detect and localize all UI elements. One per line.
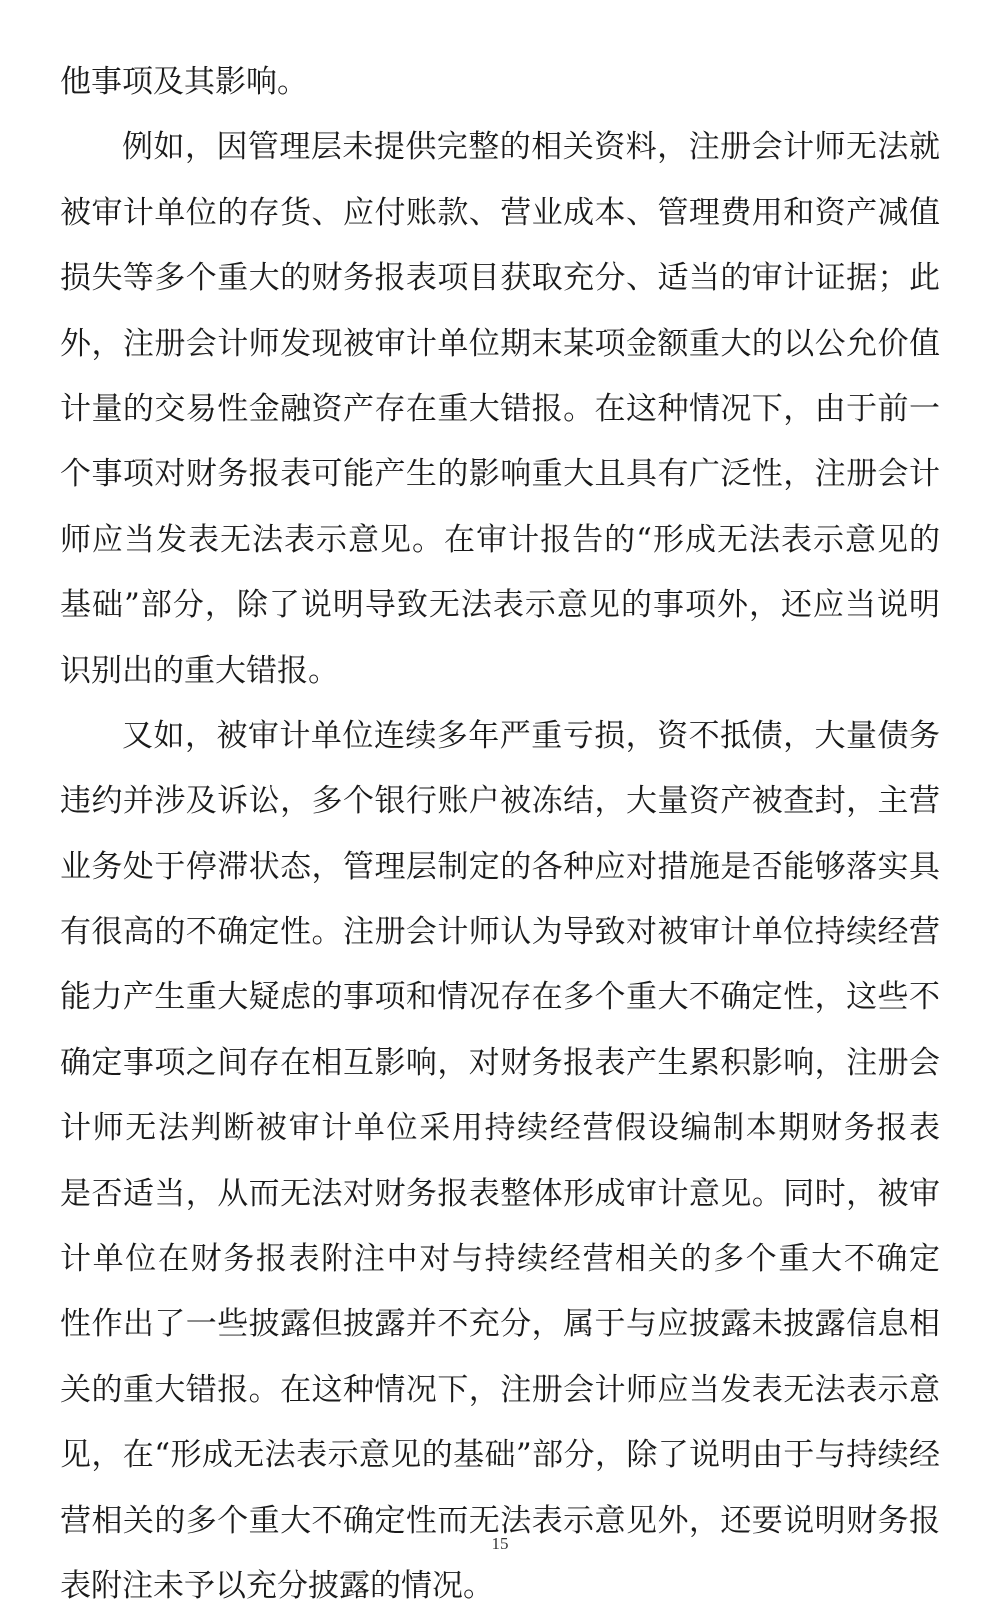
- paragraph-line: 能力产生重大疑虑的事项和情况存在多个重大不确定性，这些不: [60, 979, 940, 1016]
- paragraph-line: 是否适当，从而无法对财务报表整体形成审计意见。同时，被审: [60, 1175, 940, 1212]
- body-text: [60, 50, 940, 1619]
- paragraph-line: 识别出的重大错报。: [60, 652, 339, 689]
- paragraph-line: 确定事项之间存在相互影响，对财务报表产生累积影响，注册会: [60, 1044, 940, 1081]
- paragraph-line: 有很高的不确定性。注册会计师认为导致对被审计单位持续经营: [60, 914, 940, 951]
- paragraph-line: 师应当发表无法表示意见。在审计报告的“形成无法表示意见的: [60, 521, 940, 558]
- paragraph-line: 被审计单位的存货、应付账款、营业成本、管理费用和资产减值: [60, 194, 940, 231]
- paragraph-line: 外，注册会计师发现被审计单位期末某项金额重大的以公允价值: [60, 325, 940, 362]
- paragraph-line: 违约并涉及诉讼，多个银行账户被冻结，大量资产被查封，主营: [60, 783, 940, 820]
- paragraph-line: 基础”部分，除了说明导致无法表示意见的事项外，还应当说明: [60, 587, 940, 624]
- paragraph-line: 性作出了一些披露但披露并不充分，属于与应披露未披露信息相: [60, 1306, 940, 1343]
- paragraph-line: 损失等多个重大的财务报表项目获取充分、适当的审计证据；此: [60, 260, 940, 297]
- paragraph-line: 计单位在财务报表附注中对与持续经营相关的多个重大不确定: [60, 1241, 940, 1278]
- paragraph-line: 关的重大错报。在这种情况下，注册会计师应当发表无法表示意: [60, 1371, 940, 1408]
- paragraph-line: 业务处于停滞状态，管理层制定的各种应对措施是否能够落实具: [60, 848, 940, 885]
- paragraph-line: 个事项对财务报表可能产生的影响重大且具有广泛性，注册会计: [60, 456, 940, 493]
- page-number: 15: [491, 1534, 509, 1553]
- paragraph-line: 营相关的多个重大不确定性而无法表示意见外，还要说明财务报: [60, 1502, 940, 1539]
- paragraph-line: 计量的交易性金融资产存在重大错报。在这种情况下，由于前一: [60, 390, 940, 427]
- paragraph-line: 计师无法判断被审计单位采用持续经营假设编制本期财务报表: [60, 1110, 940, 1147]
- paragraph-line: 他事项及其影响。: [60, 64, 308, 100]
- paragraph-line: 又如，被审计单位连续多年严重亏损，资不抵债，大量债务: [122, 717, 940, 754]
- paragraph-line: 表附注未予以充分披露的情况。: [60, 1567, 494, 1604]
- paragraph-line: 例如，因管理层未提供完整的相关资料，注册会计师无法就: [122, 129, 940, 166]
- paragraph-line: 见，在“形成无法表示意见的基础”部分，除了说明由于与持续经: [60, 1437, 940, 1474]
